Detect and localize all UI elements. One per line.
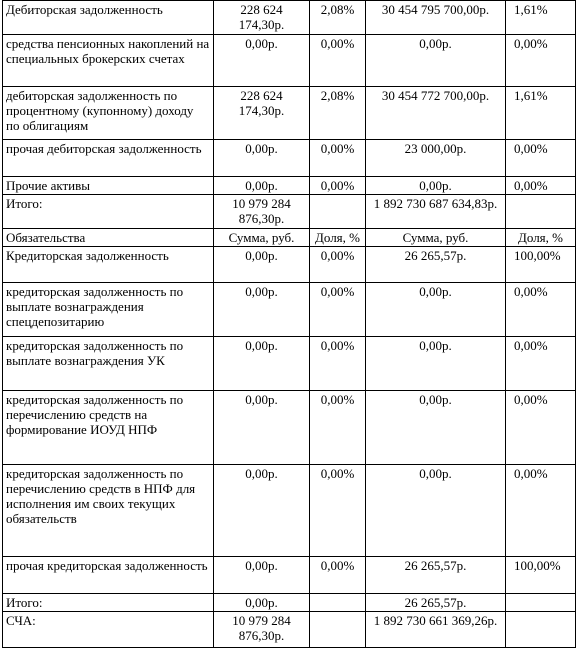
sum-period1: 0,00р. [214, 35, 310, 87]
sum-period1: 0,00р. [214, 177, 310, 195]
share-period1: 0,00% [310, 283, 366, 337]
sum-period1: 0,00р. [214, 140, 310, 177]
total-share-period2 [506, 594, 576, 612]
nav-label: СЧА: [3, 612, 214, 648]
share-period1: 2,08% [310, 87, 366, 140]
column-header-sum2: Сумма, руб. [366, 229, 506, 247]
total-sum-period2: 1 892 730 687 634,83р. [366, 195, 506, 229]
total-sum-period2: 26 265,57р. [366, 594, 506, 612]
row-name: дебиторская задолженность по процентному (купонному) доходу по облигациям [3, 87, 214, 140]
share-period2: 0,00% [506, 140, 576, 177]
table-row [3, 283, 576, 337]
total-sum-period1: 0,00р. [214, 594, 310, 612]
sum-period1: 0,00р. [214, 557, 310, 594]
sum-period2: 26 265,57р. [366, 557, 506, 594]
share-period1: 0,00% [310, 465, 366, 557]
sum-period2: 30 454 795 700,00р. [366, 1, 506, 35]
share-period2: 0,00% [506, 177, 576, 195]
total-label: Итого: [3, 594, 214, 612]
table-row [3, 465, 576, 557]
sum-period2: 26 265,57р. [366, 247, 506, 283]
sum-period2: 0,00р. [366, 465, 506, 557]
table-row [3, 337, 576, 391]
share-period1: 0,00% [310, 247, 366, 283]
row-name: кредиторская задолженность по перечислению средств в НПФ для исполнения им своих текущих обязательств [3, 465, 214, 557]
sum-period2: 0,00р. [366, 391, 506, 465]
sum-period1: 0,00р. [214, 337, 310, 391]
share-period2: 0,00% [506, 283, 576, 337]
row-name: прочая дебиторская задолженность [3, 140, 214, 177]
row-name: прочая кредиторская задолженность [3, 557, 214, 594]
share-period2: 1,61% [506, 1, 576, 35]
nav-share-period2 [506, 612, 576, 648]
total-share-period2 [506, 195, 576, 229]
column-header-share1: Доля, % [310, 229, 366, 247]
sum-period1: 0,00р. [214, 283, 310, 337]
row-name: кредиторская задолженность по выплате вознаграждения спецдепозитарию [3, 283, 214, 337]
sum-period2: 0,00р. [366, 35, 506, 87]
table-row [3, 1, 576, 35]
row-name: кредиторская задолженность по выплате вознаграждения УК [3, 337, 214, 391]
sum-period1: 0,00р. [214, 391, 310, 465]
sum-period1: 228 624 174,30р. [214, 1, 310, 35]
row-name: Прочие активы [3, 177, 214, 195]
total-share-period1 [310, 594, 366, 612]
sum-period2: 30 454 772 700,00р. [366, 87, 506, 140]
total-label: Итого: [3, 195, 214, 229]
row-name: кредиторская задолженность по перечислению средств на формирование ИОУД НПФ [3, 391, 214, 465]
share-period2: 0,00% [506, 465, 576, 557]
sum-period2: 0,00р. [366, 337, 506, 391]
share-period1: 0,00% [310, 391, 366, 465]
liabilities-total-row [3, 594, 576, 612]
table-row [3, 247, 576, 283]
nav-row [3, 612, 576, 648]
share-period2: 0,00% [506, 391, 576, 465]
column-header-share2: Доля, % [506, 229, 576, 247]
share-period2: 1,61% [506, 87, 576, 140]
total-share-period1 [310, 195, 366, 229]
row-name: Дебиторская задолженность [3, 1, 214, 35]
share-period2: 100,00% [506, 557, 576, 594]
nav-sum-period1: 10 979 284 876,30р. [214, 612, 310, 648]
share-period1: 0,00% [310, 140, 366, 177]
liabilities-header-row [3, 229, 576, 247]
row-name: Кредиторская задолженность [3, 247, 214, 283]
sum-period2: 0,00р. [366, 177, 506, 195]
table-row [3, 140, 576, 177]
share-period2: 0,00% [506, 35, 576, 87]
share-period1: 2,08% [310, 1, 366, 35]
share-period1: 0,00% [310, 177, 366, 195]
table-row [3, 87, 576, 140]
sum-period2: 23 000,00р. [366, 140, 506, 177]
nav-sum-period2: 1 892 730 661 369,26р. [366, 612, 506, 648]
share-period2: 0,00% [506, 337, 576, 391]
nav-share-period1 [310, 612, 366, 648]
table-row [3, 557, 576, 594]
table-row [3, 35, 576, 87]
row-name: средства пенсионных накоплений на специальных брокерских счетах [3, 35, 214, 87]
table-row [3, 391, 576, 465]
nav-statement-table [2, 0, 576, 648]
share-period1: 0,00% [310, 557, 366, 594]
sum-period2: 0,00р. [366, 283, 506, 337]
share-period1: 0,00% [310, 337, 366, 391]
assets-total-row [3, 195, 576, 229]
share-period1: 0,00% [310, 35, 366, 87]
share-period2: 100,00% [506, 247, 576, 283]
sum-period1: 0,00р. [214, 465, 310, 557]
sum-period1: 0,00р. [214, 247, 310, 283]
total-sum-period1: 10 979 284 876,30р. [214, 195, 310, 229]
sum-period1: 228 624 174,30р. [214, 87, 310, 140]
column-header-sum1: Сумма, руб. [214, 229, 310, 247]
liabilities-heading: Обязательства [3, 229, 214, 247]
table-row [3, 177, 576, 195]
